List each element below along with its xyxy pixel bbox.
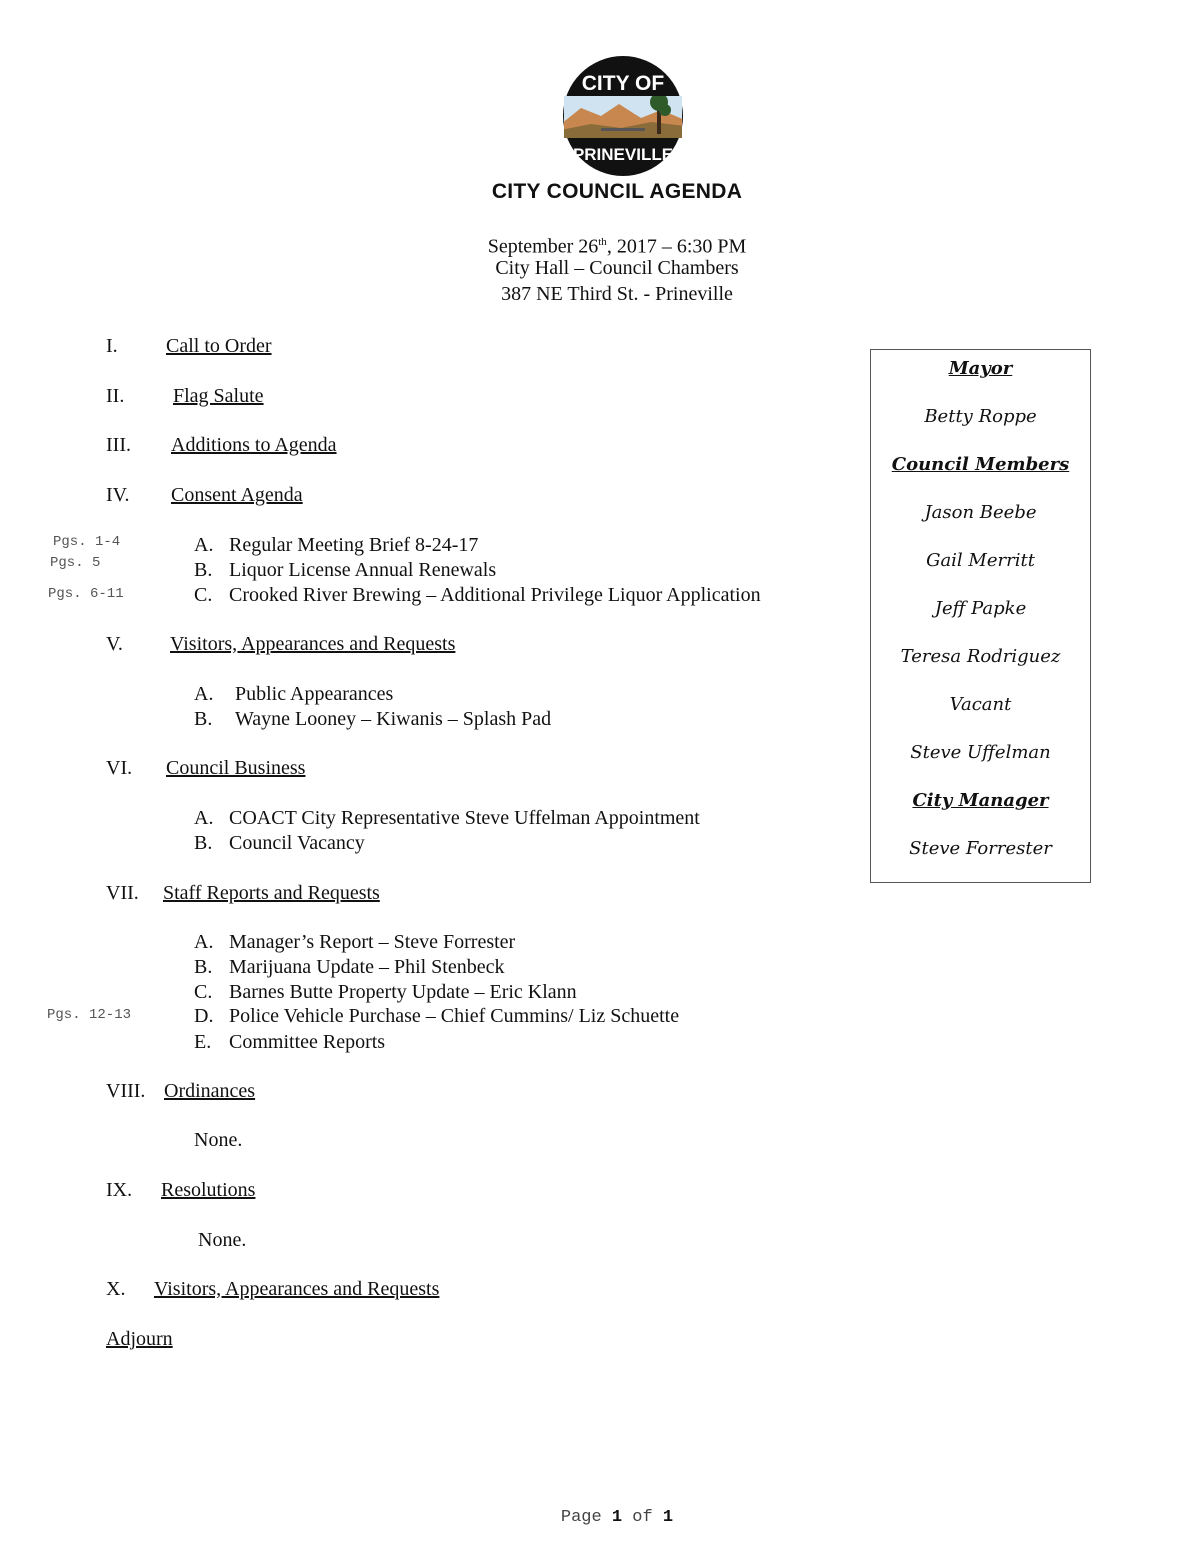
resolutions-text: None.: [198, 1229, 247, 1251]
section-number: VII.: [106, 882, 139, 904]
item-text: Public Appearances: [235, 683, 394, 705]
section-label[interactable]: Visitors, Appearances and Requests: [170, 633, 456, 655]
item-text: Marijuana Update – Phil Stenbeck: [229, 956, 505, 978]
page-reference: Pgs. 12-13: [47, 1007, 132, 1023]
council-member: Steve Uffelman: [910, 742, 1051, 763]
item-letter: B.: [194, 956, 213, 978]
item-text: Regular Meeting Brief 8-24-17: [229, 534, 479, 556]
mayor-heading: Mayor: [948, 358, 1013, 379]
meeting-address: 387 NE Third St. - Prineville: [501, 283, 733, 305]
section-label[interactable]: Visitors, Appearances and Requests: [154, 1278, 440, 1300]
item-letter: A.: [194, 931, 214, 953]
meeting-location: City Hall – Council Chambers: [495, 257, 739, 279]
item-text: Barnes Butte Property Update – Eric Klann: [229, 981, 577, 1003]
council-roster-box: [870, 349, 1091, 883]
item-text: COACT City Representative Steve Uffelman Appointment: [229, 807, 700, 829]
page-title: CITY COUNCIL AGENDA: [491, 180, 743, 203]
item-letter: C.: [194, 981, 213, 1003]
logo-text-bottom: PRINEVILLE: [572, 145, 674, 164]
section-number: V.: [106, 633, 123, 655]
section-number: III.: [106, 434, 131, 456]
item-text: Police Vehicle Purchase – Chief Cummins/ Liz Schuette: [229, 1005, 680, 1027]
item-letter: B.: [194, 832, 213, 854]
item-letter: E.: [194, 1031, 212, 1053]
page-reference: Pgs. 1-4: [53, 534, 121, 550]
adjourn-label[interactable]: Adjourn: [106, 1328, 173, 1350]
section-label[interactable]: Additions to Agenda: [171, 434, 337, 456]
section-number: VI.: [106, 757, 133, 779]
section-label[interactable]: Staff Reports and Requests: [163, 882, 380, 904]
section-label[interactable]: Ordinances: [164, 1080, 256, 1102]
item-letter: B.: [194, 708, 213, 730]
item-text: Committee Reports: [229, 1031, 386, 1053]
item-letter: C.: [194, 584, 213, 606]
council-members-heading: Council Members: [891, 454, 1070, 475]
item-text: Council Vacancy: [229, 832, 365, 854]
item-text: Crooked River Brewing – Additional Privilege Liquor Application: [229, 584, 761, 606]
council-member: Jeff Papke: [934, 598, 1027, 619]
section-label[interactable]: Flag Salute: [173, 385, 264, 407]
item-text: Manager’s Report – Steve Forrester: [229, 931, 516, 953]
section-number: X.: [106, 1278, 126, 1300]
city-manager-heading: City Manager: [912, 790, 1049, 811]
item-letter: B.: [194, 559, 213, 581]
council-member: Gail Merritt: [926, 550, 1035, 571]
section-number: VIII.: [106, 1080, 146, 1102]
section-number: II.: [106, 385, 125, 407]
meeting-date: September 26th, 2017 – 6:30 PM: [487, 235, 747, 258]
section-label[interactable]: Call to Order: [166, 335, 272, 357]
section-number: IX.: [106, 1179, 133, 1201]
item-text: Wayne Looney – Kiwanis – Splash Pad: [235, 708, 552, 730]
section-label[interactable]: Resolutions: [161, 1179, 256, 1201]
city-manager-name: Steve Forrester: [909, 838, 1052, 859]
council-member: Vacant: [949, 694, 1012, 715]
section-number: IV.: [106, 484, 130, 506]
section-label[interactable]: Consent Agenda: [171, 484, 303, 506]
item-text: Liquor License Annual Renewals: [229, 559, 497, 581]
page-reference: Pgs. 5: [50, 555, 101, 571]
page-number-footer: Page 1 of 1: [560, 1508, 674, 1527]
mayor-name: Betty Roppe: [924, 406, 1037, 427]
item-letter: D.: [194, 1005, 214, 1027]
council-member: Teresa Rodriguez: [900, 646, 1061, 667]
item-letter: A.: [194, 683, 214, 705]
council-member: Jason Beebe: [924, 502, 1037, 523]
section-number: I.: [106, 335, 118, 357]
ordinances-text: None.: [194, 1129, 243, 1151]
page-reference: Pgs. 6-11: [48, 586, 124, 602]
logo-text-top: CITY OF: [581, 72, 665, 95]
item-letter: A.: [194, 807, 214, 829]
item-letter: A.: [194, 534, 214, 556]
city-logo: [561, 54, 685, 178]
section-label[interactable]: Council Business: [166, 757, 306, 779]
